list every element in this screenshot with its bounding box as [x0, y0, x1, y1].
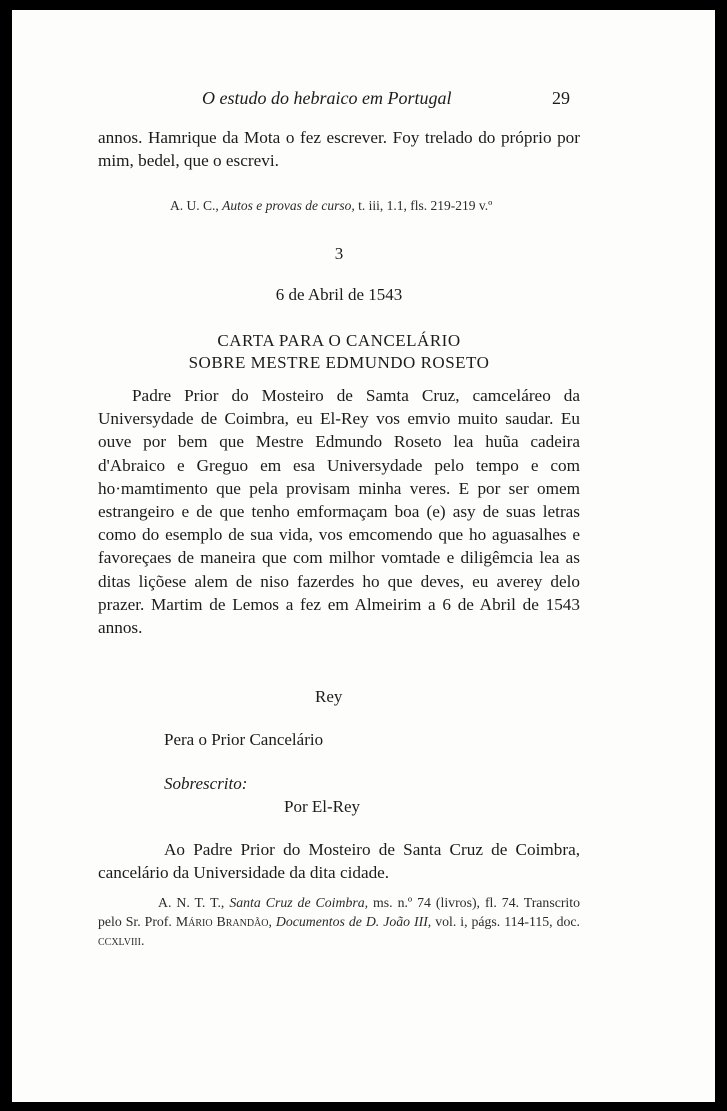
citation-2-source: A. N. T. T., — [158, 895, 225, 910]
citation-1-work: Autos e provas de curso, — [222, 198, 355, 213]
citation-1 — [170, 198, 492, 214]
running-title: O estudo do hebraico em Portugal — [202, 88, 452, 108]
addressee: Pera o Prior Cancelário — [164, 730, 324, 749]
document-title — [98, 330, 580, 374]
signature: Rey — [315, 687, 343, 706]
document-date: 6 de Abril de 1543 — [275, 285, 403, 304]
citation-1-source: A. U. C., — [170, 198, 219, 213]
citation-1-details: t. iii, 1.1, fls. 219-219 v.º — [358, 198, 493, 213]
document-title-line-2: SOBRE MESTRE EDMUNDO ROSETO — [188, 353, 490, 372]
citation-2-doc-ref: ccxlviii. — [98, 933, 145, 948]
citation-2-work2: Documentos de D. João III, — [275, 914, 432, 929]
sobrescrito-address: Ao Padre Prior do Mosteiro de Santa Cruz de Coimbra, cancelário da Universidade da dita cidade. — [98, 840, 580, 883]
citation-2-work: Santa Cruz de Coimbra, — [229, 895, 369, 910]
document-number: 3 — [334, 244, 344, 263]
citation-2-part3: vol. i, págs. 114-115, doc. — [435, 914, 580, 929]
book-page — [12, 10, 715, 1102]
citation-2 — [98, 893, 580, 950]
citation-2-author: Mário Brandão, — [175, 914, 272, 929]
letter-body: Padre Prior do Mosteiro de Samta Cruz, camceláreo da Universydade de Coimbra, eu El-Rey vos emvio muito saudar. Eu ouve por bem que Mestre Edmundo Roseto lea huũa cadeira d'Abraico e Greguo em esa Universydade pelo tempo e com ho·mamtimento que pela provisam minha veres. E por ser omem estrangeiro e de que tenho emformaçam boa (e) asy de suas letras como do esemplo de sua vida, vos emcomendo que ho aguasalhes e favoreçaes de maneira que com milhor vomtade e diligêmcia lea as ditas liçõese alem de niso fazerdes ho que deves, eu averey delo prazer. Martim de Lemos a fez em Almeirim a 6 de Abril de 1543 annos. — [98, 386, 580, 638]
page-number: 29 — [552, 88, 570, 108]
continuation-paragraph: annos. Hamrique da Mota o fez escrever. Foy trelado do próprio por mim, bedel, que o escrevi. — [98, 128, 580, 171]
sobrescrito-label: Sobrescrito: — [164, 774, 248, 793]
page-header — [12, 88, 715, 112]
sobrescrito-sender: Por El-Rey — [284, 797, 361, 816]
citation-2-part2: ms. n.º 74 (livros), fl. 74. Transcrito pelo Sr. Prof. — [98, 895, 580, 929]
document-title-line-1: CARTA PARA O CANCELÁRIO — [217, 331, 461, 350]
